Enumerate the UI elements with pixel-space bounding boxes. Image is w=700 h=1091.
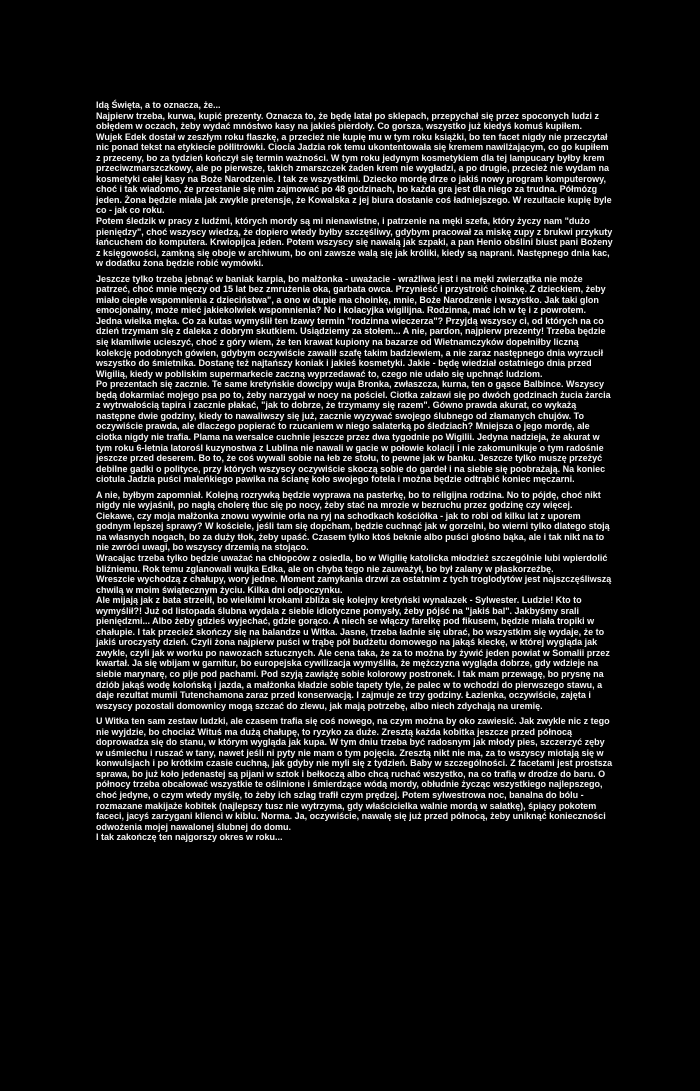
paragraph: Wreszcie wychodzą z chałupy, wory jedne. Moment zamykania drzwi za ostatnim z tych troglodytów jest najszczęśliwszą chwilą w moim świątecznym życiu. Kilka dni odpoczynku.: [96, 574, 612, 595]
document-text: [96, 100, 613, 843]
paragraph: Idą Święta, a to oznacza, że...: [96, 100, 221, 110]
paragraph: I tak zakończę ten najgorszy okres w roku...: [96, 832, 283, 843]
paragraph: Po prezentach się zacznie. Te same kretyńskie dowcipy wuja Bronka, zwłaszcza, kurna, ten o gąsce Balbince. Wszyscy będą dokarmiać mojego psa po to, żeby narzygał w nocy na pościel. Ciotka załzawi się po dwóch godzinach żucia żarcia z wytrwałością tapira i zacznie płakać, "jak to dobrze, że trzymamy się razem". Gówno prawda akurat, co wykażą następne dwie godziny, kiedy to nawaliwszy się już, zacznie wyzywać swojego ślubnego od złamanych chujów. To oczywiście prawda, ale dlaczego popierać to rzucaniem w niego salaterką po śledziach? Mniejsza o jego mordę, ale ciotka nigdy nie trafia. Plama na wersalce cuchnie jeszcze przez dwa tygodnie po Wigilii. Jedyna nadzieja, że akurat w tym roku 6-letnia latorośl kuzynostwa z Lublina nie nawali w gacie w połowie kolacji i nie zakomunikuje o tym radośnie jeszcze przed deserem. Bo to, że coś wywali sobie na łeb ze stołu, to pewne jak w banku. Jeszcze tylko muszę przeżyć debilne gadki o polityce, przy których wszyscy oczywiście skoczą sobie do gardeł i na siebie się poobrażają. Na koniec ciotula Jadzia puści maleńkiego pawika na ścianę koło swojego fotela i można będzie odtrąbić koniec męczarni.: [96, 379, 611, 485]
paragraph: Wujek Edek dostał w zeszłym roku flaszkę, a przecież nie kupię mu w tym roku książki, bo ten facet nigdy nie przeczytał nic ponad tekst na etykiecie półlitrówki. Ciocia Jadzia rok temu ukontentowała się kremem nawilżającym, co go kupiłem z przeceny, bo za tydzień kończył się termin ważności. W tym roku jedynym kosmetykiem dla tej lampucary byłby krem przeciwzmarszczkowy, ale po pierwsze, takich zmarszczek żaden krem nie wygładzi, a po drugie, przecież nie wydam na kosmetyki całej kasy na Boże Narodzenie. I tak ze wszystkimi. Dziecko mordę drze o jakiś nowy program komputerowy, choć i tak wiadomo, że przestanie się nim zajmować po 48 godzinach, bo każda gra jest dla niego za trudna. Półmózg jeden. Żona będzie miała jak zwykle pretensje, że Kowalska z jej biura dostanie coś ładniejszego. W rezultacie kupię byle co - jak co roku.: [96, 131, 612, 216]
paragraph: Wracając trzeba tylko będzie uważać na chłopców z osiedla, bo w Wigilię katolicka młodzież szczególnie lubi wpierdolić bliźniemu. Rok temu zglanowali wujka Edka, ale on chyba tego nie zauważył, bo był zalany w płaskorzeźbę.: [96, 552, 608, 574]
paragraph: Jeszcze tylko trzeba jebnąć w baniak karpia, bo małżonka - uważacie - wrażliwa jest i na męki zwierzątka nie może patrzeć, choć mnie męczy od 15 lat bez zmrużenia oka, garbata owca. Przynieść i przystroić choinkę. Z dzieckiem, żeby miało ciepłe wspomnienia z dzieciństwa", a ono w dupie ma choinkę, mnie, Boże Narodzenie i wszystko. Jak taki glon emocjonalny, może mieć jakiekolwiek wspomnienia? No i kolacyjka wigilijna. Rodzinna, mać ich w tę i z powrotem. Jedna wielka męka. Co za kutas wymyślił ten łzawy termin "rodzinna wieczerza"? Przyjdą wszyscy ci, od których na co dzień trzymam się z daleka z dobrym skutkiem. Usiądziemy za stołem... A nie, pardon, najpierw prezenty! Trzeba będzie się kłamliwie ucieszyć, choć z góry wiem, że ten krawat kupiony na bazarze od Wietnamczyków dopełniłby liczną kolekcję podobnych gówien, gdybym oczywiście zawalił szafę takim badziewiem, a nie zaraz następnego dnia wyrzucił wszystko do śmietnika. Dostanę też najtańszy koniak i jakieś kosmetyki. Jakie - będę wiedział ostatniego dnia przed Wigilią, kiedy w pobliskim supermarkecie zaczną wyprzedawać to, czego nie udało się upchnąć ludziom.: [96, 273, 606, 379]
paragraph: A nie, byłbym zapomniał. Kolejną rozrywką będzie wyprawa na pasterkę, bo to religijna rodzina. No to pójdę, choć nikt nigdy nie wyjaśnił, po nagłą cholerę tłuc się po nocy, żeby stać na mrozie w bezruchu przez godzinę czy więcej. Ciekawe, czy moja małżonka znowu wywinie orła na ryj na schodkach kościółka - jak to robi od kilku lat z uporem godnym lepszej sprawy? W kościele, jeśli tam się dopcham, będzie cuchnąć jak w gorzelni, bo wierni tylko dlatego stoją na własnych nogach, bo za duży tłok, żeby upaść. Czasem tylko ktoś beknie albo puści głośno bąka, ale i tak nikt na to nie zwróci uwagi, bo wszyscy drzemią na stojąco.: [96, 489, 610, 553]
paragraph: Potem śledzik w pracy z ludźmi, których mordy są mi nienawistne, i patrzenie na męki szefa, który życzy nam "dużo pieniędzy", choć wszyscy wiedzą, że dopiero wtedy byłby szczęśliwy, gdybym pracował za miskę zupy z brukwi przykuty łańcuchem do komputera. Krwiopijca jeden. Potem wszyscy się nawalą jak szpaki, a pan Henio obślini biust pani Bożeny z księgowości, zamkną się oboje w archiwum, bo oni zawsze walą się jak króliki, kiedy są naprani. Następnego dnia kac, w dodatku żona będzie robić wymówki.: [96, 216, 613, 269]
paragraph: Ale mijają jak z bata strzelił, bo wielkimi krokami zbliża się kolejny kretyński wynalazek - Sylwester. Ludzie! Kto to wymyślił?! Już od listopada ślubna wydala z siebie idiotyczne pomysły, żeby pójść na "jakiś bal". Jakbyśmy srali pieniędzmi... Albo żeby gdzieś wyjechać, gdzie gorąco. A niech se włączy farelkę pod fikusem, będzie miała tropiki w chałupie. I tak przecież skończy się na balandze u Witka. Jasne, trzeba ładnie się ubrać, bo wszystkim się wydaje, że to jakiś uroczysty dzień. Czyli żona najpierw puści w trąbę pół budżetu domowego na jakąś kieckę, w której wygląda jak zwykle, czyli jak w worku po nawozach sztucznych. Ale cena taka, że za to można by żywić jeden powiat w Somalii przez kwartał. Ja się wbijam w garnitur, bo europejska cywilizacja wymyśliła, że mężczyzna wygląda dobrze, gdy wdzieje na siebie marynarę, co pije pod pachami. Pod szyją zawiążę sobie kolorowy postronek. I tak mam przewagę, bo prysnę na dziób jakąś wodę kolońską i jazda, a małżonka kładzie sobie tapety tyle, że palec w to wchodzi do pierwszego stawu, a daje rezultat mumii Tutenchamona zaraz przed konserwacją. I zajmuje ze trzy godziny. Łazienka, oczywiście, zajęta i wszyscy pozostali domownicy mogą szczać do zlewu, jak mają potrzebę, albo niech zdychają na uremię.: [96, 595, 610, 711]
paragraph: U Witka ten sam zestaw ludzki, ale czasem trafia się coś nowego, na czym można by oko zawiesić. Jak zwykle nic z tego nie wyjdzie, bo chociaż Wituś ma dużą chałupę, to ryzyko za duże. Zresztą każda kobitka jeszcze przed północą doprowadza się do stanu, w którym wygląda jak kupa. W tym dniu trzeba być radosnym jak młody pies, szczerzyć zęby w uśmiechu i ruszać w tany, nawet jeśli ni pyty nie mam o tym pojęcia. Zresztą nikt nie ma, za to wszyscy miotają się w konwulsjach i po krótkim czasie cuchną, jak gdyby nie myli się z tydzień. Baby w szczególności. Z facetami jest prostsza sprawa, bo już koło jedenastej są pijani w sztok i bełkoczą albo chcą ruchać wszystko, na co trafią w drodze do baru. O północy trzeba obcałować wszystkie te oślinione i śmierdzące wódą mordy, obłudnie życząc wszystkiego najlepszego, choć jedyne, o czym wtedy myślę, to żeby ich szlag trafił czym prędzej. Potem sylwestrowa noc, banalna do bólu - rozmazane makijaże kobitek (najlepszy tusz nie wytrzyma, gdy właścicielka walnie mordą w sałatkę), śpiący pokotem faceci, jacyś zarzygani klienci w kiblu. Norma. Ja, oczywiście, nawalę się już przed północą, żeby uniknąć konieczności odwożenia mojej nawalonej ślubnej do domu.: [96, 716, 613, 832]
paragraph: Najpierw trzeba, kurwa, kupić prezenty. Oznacza to, że będę latał po sklepach, przepychał się przez spoconych ludzi z obłędem w oczach, żeby wydać mnóstwo kasy na jakieś pierdoły. Co gorsza, wszystko już kiedyś komuś kupiłem.: [96, 110, 599, 132]
